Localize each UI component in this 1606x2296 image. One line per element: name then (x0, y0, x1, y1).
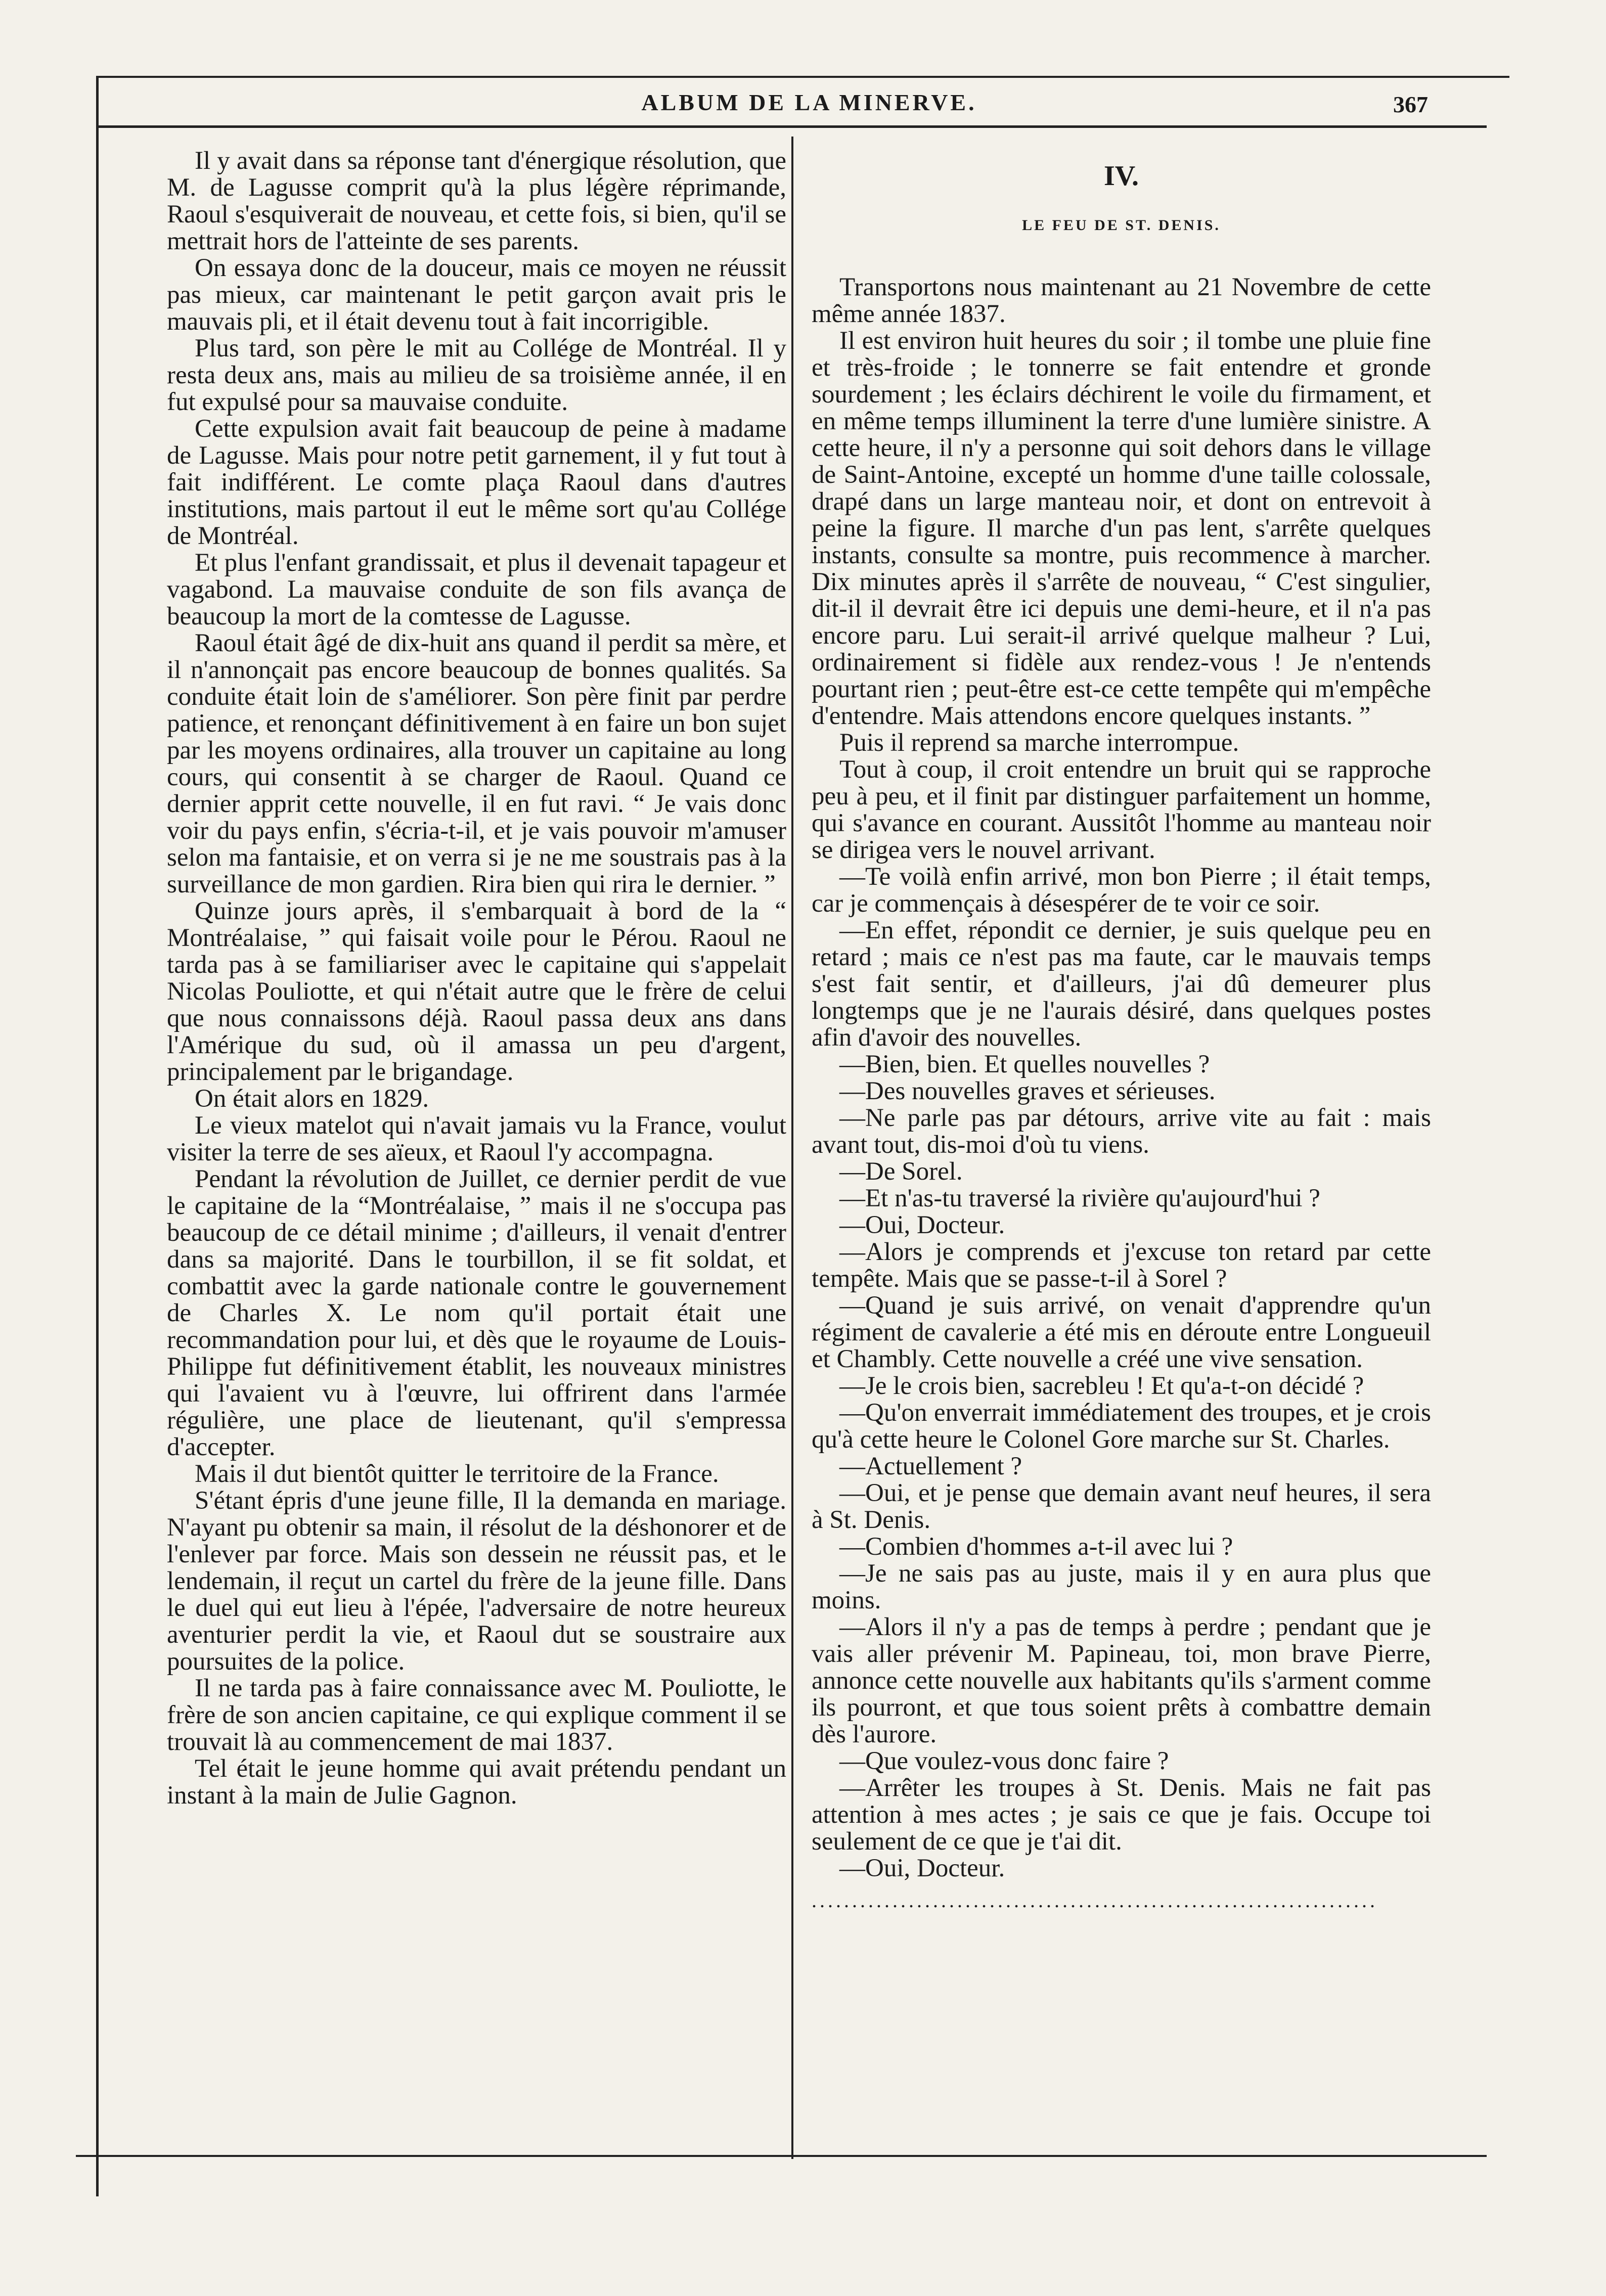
paragraph: Pendant la révolution de Juillet, ce dernier perdit de vue le capitaine de la “Montréalaise, ” mais il ne s'occupa pas beaucoup de ce détail minime ; d'ailleurs, il venait d'entrer dans sa majorité. Dans le tourbillon, il se fit soldat, et combattit avec la garde nationale contre le gouvernement de Charles X. Le nom qu'il portait était une recommandation pour lui, et dès que le royaume de Louis-Philippe fut définitivement établit, les nouveaux ministres qui l'avaient vu à l'œuvre, lui offrirent dans l'armée régulière, une place de lieutenant, qu'il s'empressa d'accepter. (167, 1165, 786, 1461)
running-header: ALBUM DE LA MINERVE. (641, 89, 977, 115)
column-divider (791, 137, 793, 2159)
paragraph: Tout à coup, il croit entendre un bruit qui se rapproche peu à peu, et il finit par distinguer parfaitement un homme, qui s'avance en courant. Aussitôt l'homme au manteau noir se dirigea vers le nouvel arrivant. (812, 755, 1431, 864)
paragraph: —Oui, Docteur. (839, 1211, 1005, 1239)
paragraph: Raoul était âgé de dix-huit ans quand il perdit sa mère, et il n'annonçait pas encore beaucoup de bonnes qualités. Sa conduite était loin de s'améliorer. Son père finit par perdre patience, et renonçant définitivement à en faire un bon sujet par les moyens ordinaires, alla trouver un capitaine au long cours, qui consentit à se charger de Raoul. Quand ce dernier apprit cette nouvelle, il en fut ravi. “ Je vais donc voir du pays enfin, s'écria-t-il, et je vais pouvoir m'amuser selon ma fantaisie, et on verra si je ne me soustrais pas à la surveillance de mon gardien. Rira bien qui rira le dernier. ” (167, 629, 786, 898)
paragraph: Il y avait dans sa réponse tant d'énergique résolution, que M. de Lagusse comprit qu'à la plus légère réprimande, Raoul s'esquiverait de nouveau, et cette fois, si bien, qu'il se mettrait hors de l'atteinte de ses parents. (167, 147, 786, 255)
paragraph: Plus tard, son père le mit au Collége de Montréal. Il y resta deux ans, mais au milieu de sa troisième année, il en fut expulsé pour sa mauvaise conduite. (167, 334, 786, 416)
paragraph: Et plus l'enfant grandissait, et plus il devenait tapageur et vagabond. La mauvaise conduite de son fils avança de beaucoup la mort de la comtesse de Lagusse. (167, 549, 786, 631)
header-rule (96, 125, 1487, 128)
paragraph: —Alors il n'y a pas de temps à perdre ; pendant que je vais aller prévenir M. Papineau, toi, mon brave Pierre, annonce cette nouvelle aux habitants qu'ils s'arment comme ils pourront, et que tous soient prêts à combattre demain dès l'aurore. (812, 1613, 1431, 1748)
paragraph: On essaya donc de la douceur, mais ce moyen ne réussit pas mieux, car maintenant le petit garçon avait pris le mauvais pli, et il était devenu tout à fait incorrigible. (167, 254, 786, 336)
right-column (812, 147, 1431, 1914)
paragraph: On était alors en 1829. (195, 1085, 429, 1113)
paragraph: —Actuellement ? (839, 1452, 1022, 1480)
paragraph: —Je le crois bien, sacrebleu ! Et qu'a-t-on décidé ? (839, 1372, 1364, 1400)
paragraph: —Combien d'hommes a-t-il avec lui ? (839, 1533, 1233, 1561)
paragraph: Puis il reprend sa marche interrompue. (839, 729, 1239, 757)
paragraph: S'étant épris d'une jeune fille, Il la demanda en mariage. N'ayant pu obtenir sa main, il résolut de la déshonorer et de l'enlever par force. Mais son dessein ne réussit pas, et le lendemain, il reçut un cartel du frère de la jeune fille. Dans le duel qui eut lieu à l'épée, l'adversaire de notre heureux aventurier perdit la vie, et Raoul dut se soustraire aux poursuites de la police. (167, 1487, 786, 1676)
paragraph: —De Sorel. (839, 1157, 963, 1186)
paragraph: —En effet, répondit ce dernier, je suis quelque peu en retard ; mais ce n'est pas ma faute, car le mauvais temps s'est fait sentir, et d'ailleurs, j'ai dû demeurer plus longtemps que je ne l'aurais désiré, dans quelques postes afin d'avoir des nouvelles. (812, 916, 1431, 1052)
paragraph: Le vieux matelot qui n'avait jamais vu la France, voulut visiter la terre de ses aïeux, et Raoul l'y accompagna. (167, 1111, 786, 1166)
paragraph: Tel était le jeune homme qui avait prétendu pendant un instant à la main de Julie Gagnon. (167, 1754, 786, 1810)
paragraph: —Et n'as-tu traversé la rivière qu'aujourd'hui ? (839, 1184, 1320, 1212)
paragraph: —Alors je comprends et j'excuse ton retard par cette tempête. Mais que se passe-t-il à Sorel ? (812, 1238, 1431, 1293)
paragraph: —Je ne sais pas au juste, mais il y en aura plus que moins. (812, 1559, 1431, 1614)
footer-rule (76, 2155, 1487, 2157)
page-number: 367 (1393, 92, 1428, 117)
paragraph: Mais il dut bientôt quitter le territoire de la France. (195, 1460, 719, 1488)
paragraph: Il ne tarda pas à faire connaissance avec M. Pouliotte, le frère de son ancien capitaine, ce qui explique comment il se trouvait là au commencement de mai 1837. (167, 1674, 786, 1756)
paragraph: —Bien, bien. Et quelles nouvelles ? (839, 1050, 1210, 1078)
paragraph: —Des nouvelles graves et sérieuses. (839, 1077, 1216, 1105)
section-number: IV. (1103, 160, 1139, 192)
paragraph: —Que voulez-vous donc faire ? (839, 1747, 1169, 1775)
paragraph: —Ne parle pas par détours, arrive vite au fait : mais avant tout, dis-moi d'où tu viens. (812, 1104, 1431, 1159)
dotted-separator: ...................................................................... (812, 1889, 1378, 1912)
paragraph: Quinze jours après, il s'embarquait à bord de la “ Montréalaise, ” qui faisait voile pour le Pérou. Raoul ne tarda pas à se familiariser avec le capitaine qui s'appelait Nicolas Pouliotte, et qui n'était autre que le frère de celui que nous connaissons déjà. Raoul passa deux ans dans l'Amérique du sud, où il amassa un peu d'argent, principalement par le brigandage. (167, 897, 786, 1086)
section-title: LE FEU DE ST. DENIS. (1022, 217, 1221, 234)
paragraph: Cette expulsion avait fait beaucoup de peine à madame de Lagusse. Mais pour notre petit garnement, il y fut tout à fait indifférent. Le comte plaça Raoul dans d'autres institutions, mais partout il eut le même sort qu'au Collége de Montréal. (167, 415, 786, 550)
paragraph: Transportons nous maintenant au 21 Novembre de cette même année 1837. (812, 273, 1431, 328)
paragraph: —Quand je suis arrivé, on venait d'apprendre qu'un régiment de cavalerie a été mis en déroute entre Longueuil et Chambly. Cette nouvelle a créé une vive sensation. (812, 1291, 1431, 1373)
paragraph: —Te voilà enfin arrivé, mon bon Pierre ; il était temps, car je commençais à désespérer de te voir ce soir. (812, 863, 1431, 918)
paragraph: —Oui, Docteur. (839, 1854, 1005, 1882)
paragraph: —Qu'on enverrait immédiatement des troupes, et je crois qu'à cette heure le Colonel Gore marche sur St. Charles. (812, 1399, 1431, 1454)
paragraph: Il est environ huit heures du soir ; il tombe une pluie fine et très-froide ; le tonnerre se fait entendre et gronde sourdement ; les éclairs déchirent le voile du firmament, et en même temps illuminent la terre d'une lumière sinistre. A cette heure, il n'y a personne qui soit dehors dans le village de Saint-Antoine, excepté un homme d'une taille colossale, drapé dans un large manteau noir, et dont on entrevoit à peine la figure. Il marche d'un pas lent, s'arrête quelques instants, consulte sa montre, puis recommence à marcher. Dix minutes après il s'arrête de nouveau, “ C'est singulier, dit-il il devrait être ici depuis une demi-heure, et il n'a pas encore paru. Lui serait-il arrivé quelque malheur ? Lui, ordinairement si fidèle aux rendez-vous ! Je n'entends pourtant rien ; peut-être est-ce cette tempête qui m'empêche d'entendre. Mais attendons encore quelques instants. ” (812, 327, 1431, 730)
paragraph: —Oui, et je pense que demain avant neuf heures, il sera à St. Denis. (812, 1479, 1431, 1534)
paragraph: —Arrêter les troupes à St. Denis. Mais ne fait pas attention à mes actes ; je sais ce que je fais. Occupe toi seulement de ce que je t'ai dit. (812, 1774, 1431, 1856)
left-column (167, 148, 786, 1809)
